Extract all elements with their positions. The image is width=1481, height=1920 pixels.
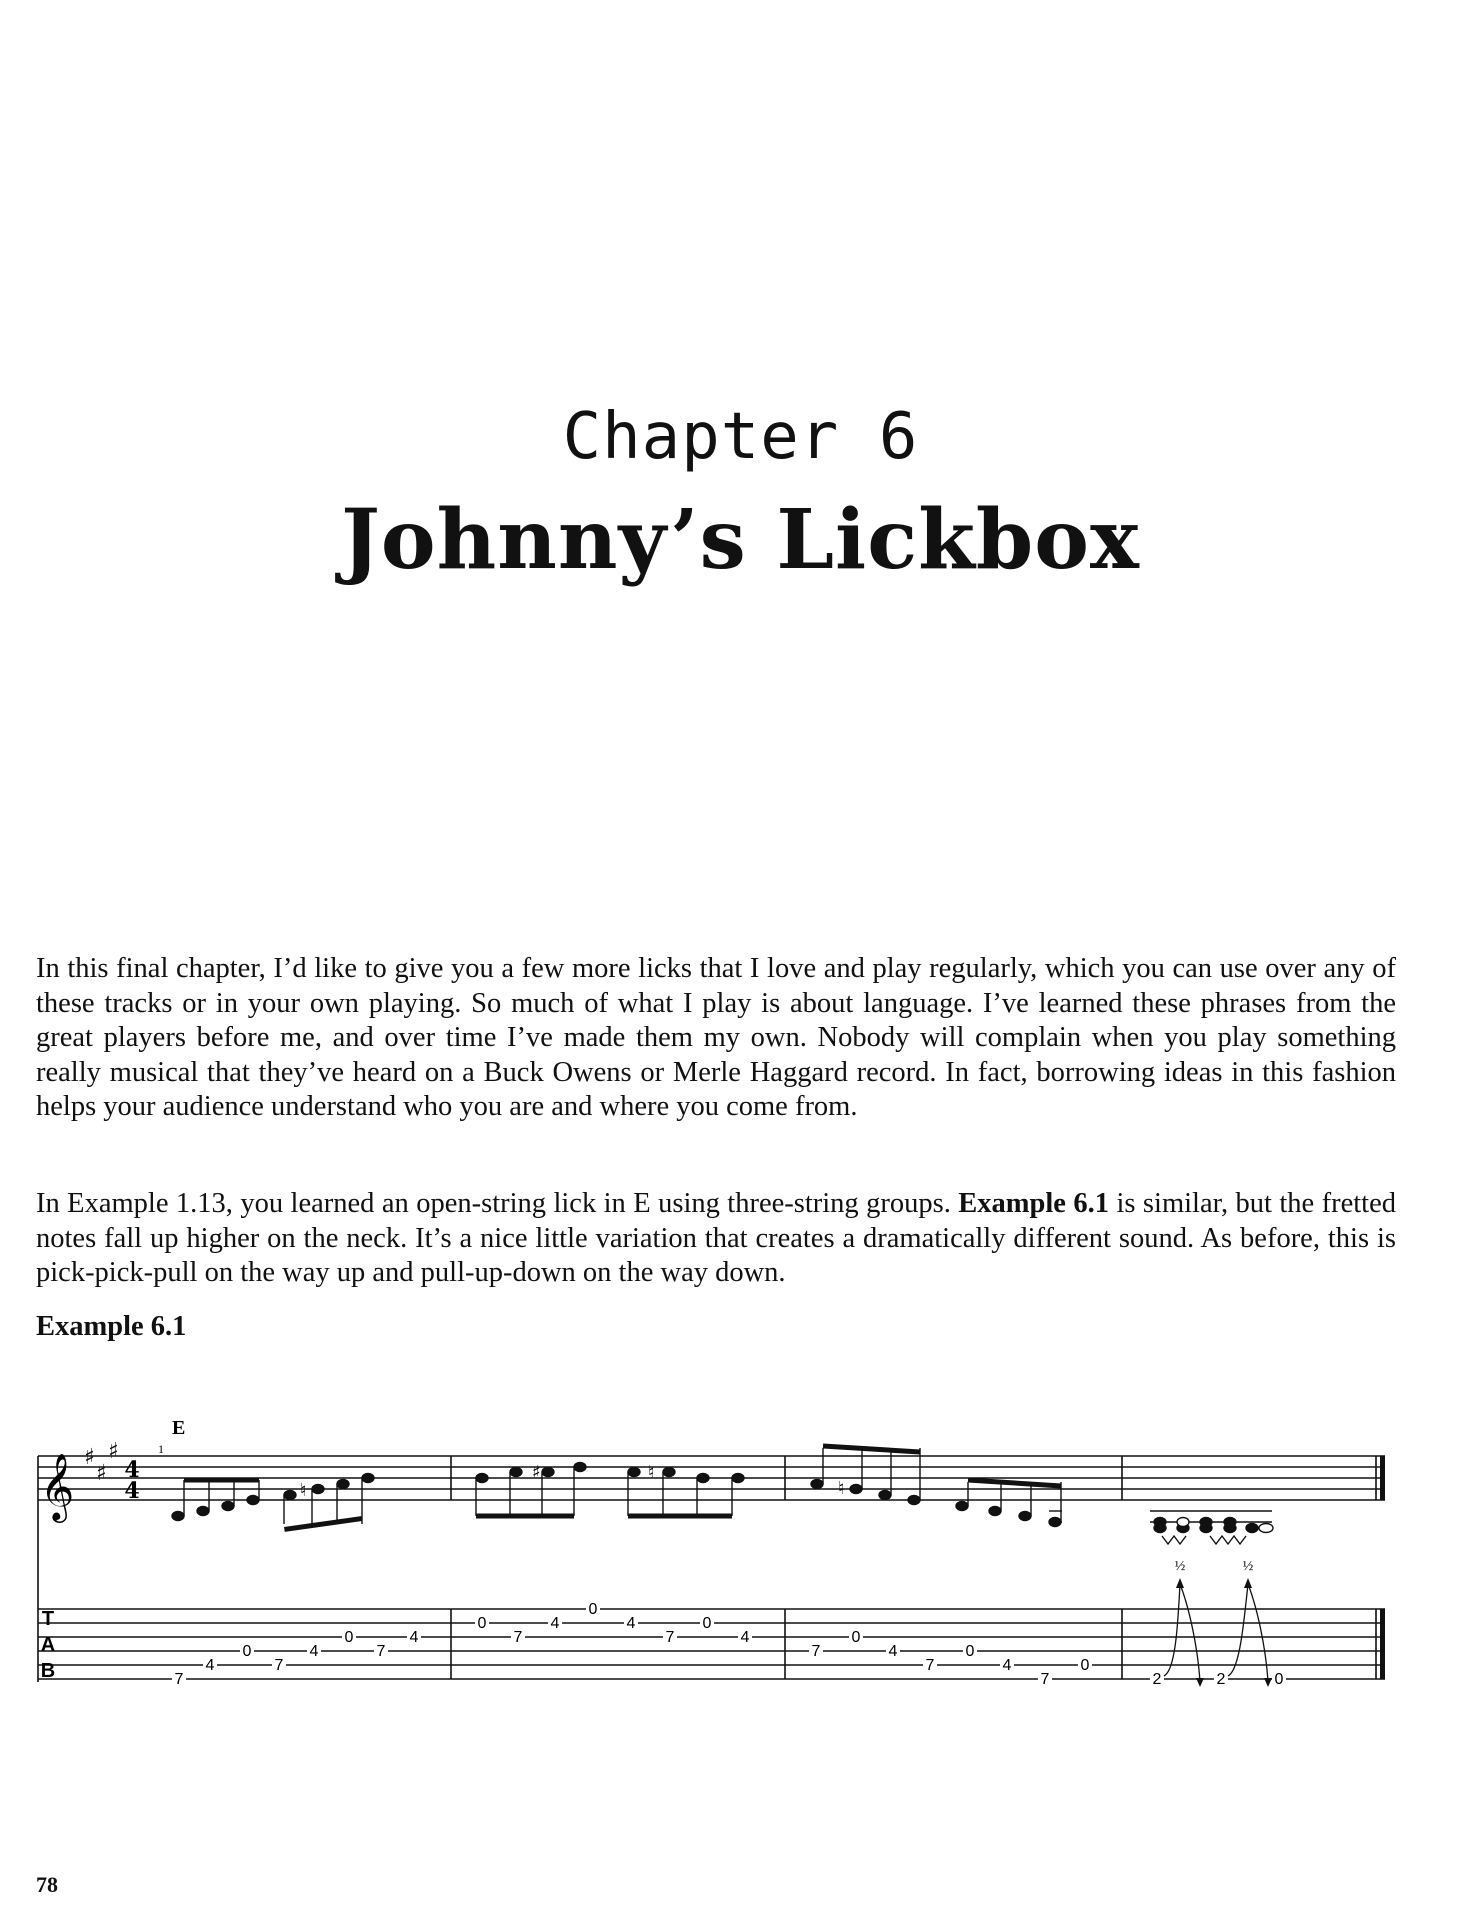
tab-fret: 0 [588,1601,598,1618]
tab-fret: 7 [513,1629,523,1646]
tab-fret: 0 [965,1643,975,1660]
page-number: 78 [36,1872,58,1897]
paragraph-text: In Example 1.13, you learned an open-string lick in E using three-string groups. [36,1188,959,1219]
tab-fret: 4 [550,1615,560,1632]
tab-label-t: T [41,1608,55,1630]
tab-fret: 0 [1274,1671,1284,1688]
chapter-title: Johnny’s Lickbox [341,492,1140,588]
notes-measure-3 [811,1446,1062,1527]
svg-text:♯: ♯ [96,1461,107,1486]
tab-fret: 0 [702,1615,712,1632]
tab-fret: 7 [1040,1671,1050,1688]
example-heading: Example 6.1 [36,1311,187,1342]
tab-label-b: B [40,1660,56,1682]
notes-measure-1 [172,1474,374,1525]
tab-fret: 7 [274,1657,284,1674]
tab-fret: 0 [344,1629,354,1646]
measure-number: 1 [158,1442,164,1456]
key-signature [84,1439,119,1486]
chord-symbol: E [172,1417,186,1439]
beam [284,1519,361,1530]
final-barline [1380,1456,1385,1500]
natural-sign: ♮ [648,1462,655,1483]
tab-fret: 4 [309,1643,319,1660]
chapter-label: Chapter 6 [562,400,919,474]
tab-fret: 4 [205,1657,215,1674]
time-signature-bottom: 4 [124,1478,140,1504]
tab-fret: 4 [409,1629,419,1646]
intro-paragraph: In this final chapter, I’d like to give you a few more licks that I love and play regularly, which you can use over any of these tracks or in your own playing. So much of what I play is about language. I’ve learned these phrases from the great players before me, and over time I’ve made them my own. Nobody will complain when you play something really musical that they’ve heard on a Buck Owens or Merle Haggard record. In fact, borrowing ideas in this fashion helps your audience understand who you are and where you come from. [36,953,1396,1122]
sharp-sign: ♯ [532,1462,541,1483]
tab-label-a: A [40,1634,56,1656]
tab-fret: 7 [665,1629,675,1646]
tab-fret: 4 [1002,1657,1012,1674]
tab-barlines [451,1609,1376,1679]
natural-sign: ♮ [838,1478,845,1499]
tab-fret: 4 [626,1615,636,1632]
notes-measure-4 [1150,1511,1273,1544]
tab-fret: 2 [1152,1671,1162,1688]
tab-fret: 2 [1216,1671,1226,1688]
tab-fret: 7 [925,1657,935,1674]
tab-fret: 0 [242,1643,252,1660]
tab-fret: 4 [888,1643,898,1660]
bend-label: ½ [1174,1559,1186,1574]
bend-arrows [1164,1584,1268,1682]
example-reference: Example 6.1 [958,1188,1110,1219]
svg-text:♯: ♯ [108,1439,119,1464]
example-intro-paragraph [36,1187,1396,1291]
tab-fret: 0 [477,1615,487,1632]
tab-fret: 7 [376,1643,386,1660]
tab-fret: 0 [1080,1657,1090,1674]
time-signature-top: 4 [124,1457,140,1483]
tab-fret: 4 [740,1629,750,1646]
tab-final-barline [1380,1609,1385,1679]
natural-sign: ♮ [300,1480,307,1501]
treble-clef-icon: 𝄞 [40,1452,75,1520]
tab-fret: 7 [174,1671,184,1688]
svg-text:♯: ♯ [84,1445,95,1470]
music-notation [0,1400,1481,1740]
tab-fret: 7 [811,1643,821,1660]
tab-fret: 0 [851,1629,861,1646]
paragraph-text: is similar, but the fretted notes fall up higher on the neck. It’s a nice little variation that creates a dramatically different sound. As before, this is pick-pick-pull on the way up and pull-up-down on the way down. [36,1188,1397,1288]
bend-label: ½ [1242,1559,1254,1574]
tab-numbers [172,1601,1286,1688]
